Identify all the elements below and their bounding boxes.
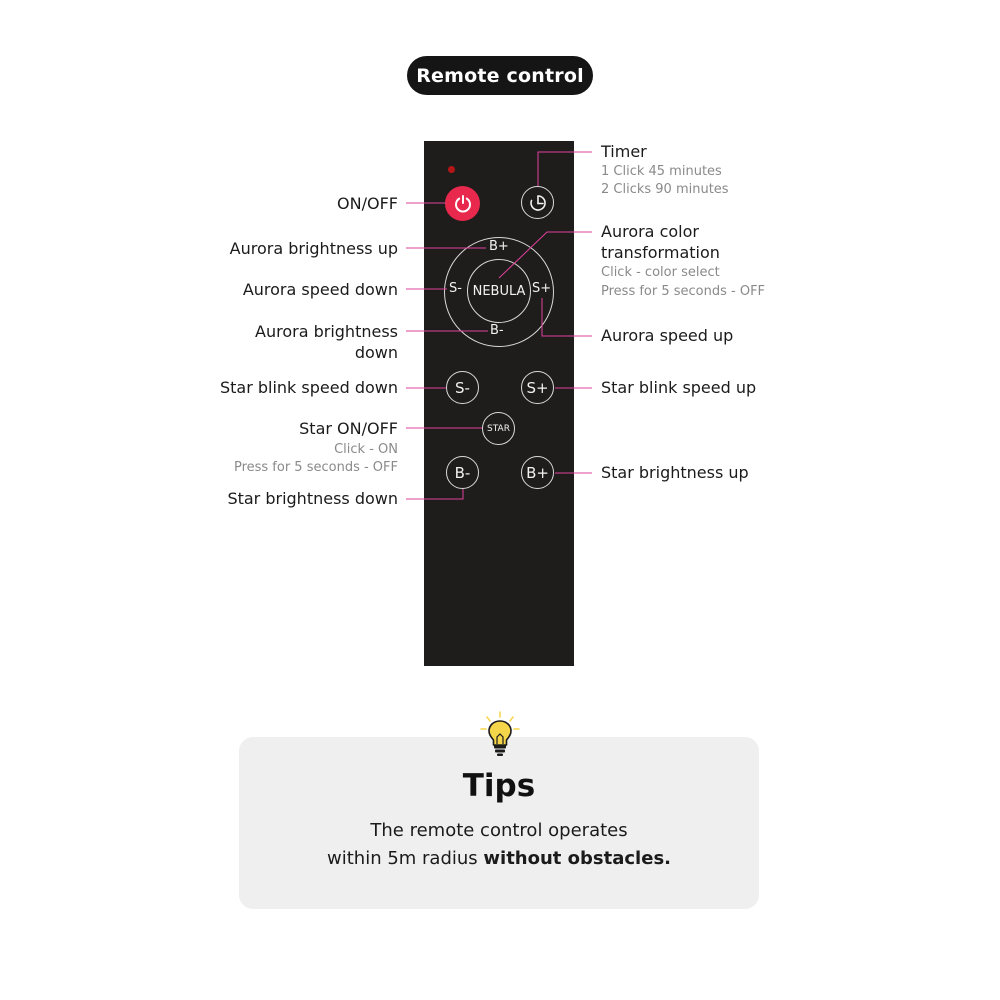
label-star-on-off-sub1: Click - ON [334,442,398,457]
tips-line-2 [239,848,759,869]
label-aurora-color-sub1: Click - color select [601,265,720,280]
label-on-off: ON/OFF [337,194,398,213]
label-star-on-off-sub2: Press for 5 seconds - OFF [233,460,398,475]
label-star-blink-speed-up: Star blink speed up [601,378,757,397]
label-star-blink-speed-down: Star blink speed down [219,378,398,397]
label-star-brightness-down: Star brightness down [227,489,398,508]
label-aurora-speed-down: Aurora speed down [242,280,398,299]
aurora-speed-down-button[interactable]: S- [449,281,462,296]
label-star-on-off: Star ON/OFF [299,419,398,438]
timer-button[interactable] [521,186,554,219]
label-star-brightness-up: Star brightness up [601,463,749,482]
aurora-speed-up-button[interactable]: S+ [532,281,552,296]
label-aurora-color-2: transformation [601,243,720,262]
star-brightness-down-button[interactable]: B- [446,456,479,489]
remote-body [424,141,574,666]
tips-line-2-normal: within 5m radius [327,848,484,869]
label-timer-sub2: 2 Clicks 90 minutes [601,182,729,197]
timer-icon [528,193,548,213]
aurora-brightness-down-button[interactable]: B- [490,323,504,338]
ir-led [448,166,455,173]
label-aurora-color-1: Aurora color [601,222,699,241]
star-blink-speed-down-button[interactable]: S- [446,371,479,404]
lightbulb-icon [478,710,522,760]
star-brightness-up-button[interactable]: B+ [521,456,554,489]
star-button[interactable]: STAR [482,412,515,445]
star-blink-speed-up-button[interactable]: S+ [521,371,554,404]
power-button[interactable] [445,186,480,221]
label-timer: Timer [601,142,647,161]
tips-title: Tips [462,768,536,804]
label-aurora-color-sub2: Press for 5 seconds - OFF [601,284,766,299]
tips-line-1: The remote control operates [370,820,628,841]
nebula-button[interactable]: NEBULA [467,259,531,323]
power-icon [452,193,474,215]
page-title: Remote control [407,56,593,95]
label-aurora-brightness-down-2: down [354,343,398,362]
label-timer-sub1: 1 Click 45 minutes [601,164,722,179]
label-aurora-speed-up: Aurora speed up [601,326,734,345]
label-aurora-brightness-down-1: Aurora brightness [255,322,398,341]
tips-line-2-bold: without obstacles. [483,848,671,869]
label-aurora-brightness-up: Aurora brightness up [229,239,398,258]
aurora-brightness-up-button[interactable]: B+ [489,239,509,254]
